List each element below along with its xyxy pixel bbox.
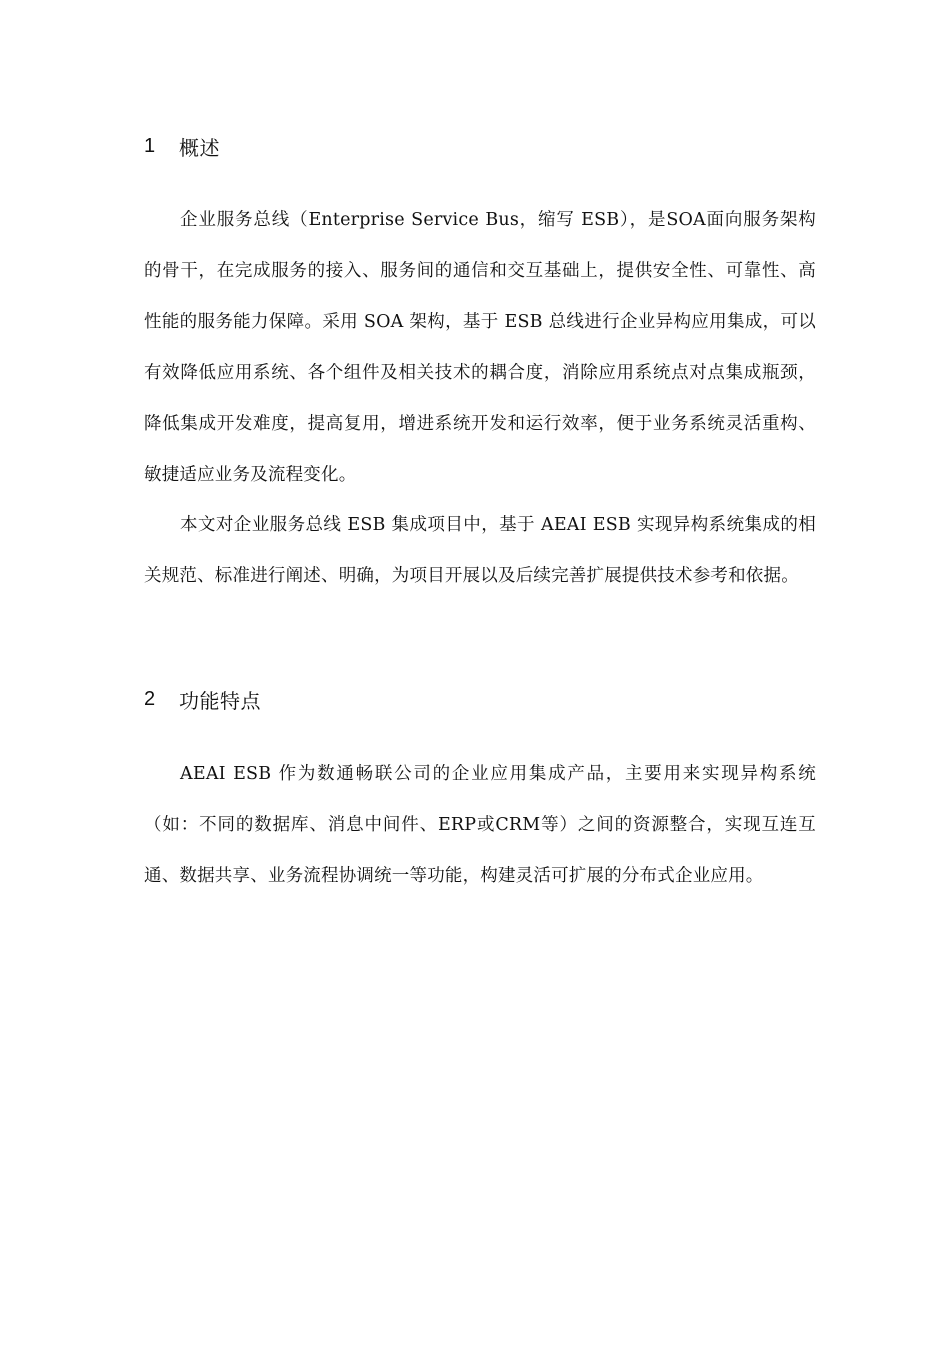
paragraph-document-purpose: 本文对企业服务总线 ESB 集成项目中，基于 AEAI ESB 实现异构系统集成的相关规范、标准进行阐述、明确，为项目开展以及后续完善扩展提供技术参考和依据。 bbox=[144, 515, 816, 586]
heading-title: 概述 bbox=[179, 135, 220, 160]
heading-number: 1 bbox=[144, 134, 156, 157]
section-heading-features bbox=[144, 684, 816, 714]
heading bbox=[144, 684, 816, 714]
section-heading-overview bbox=[144, 131, 816, 161]
heading-number: 2 bbox=[144, 687, 156, 710]
heading bbox=[144, 131, 816, 161]
paragraph-aeai-esb-features: AEAI ESB 作为数通畅联公司的企业应用集成产品，主要用来实现异构系统（如：不同的数据库、消息中间件、ERP或CRM等）之间的资源整合，实现互连互通、数据共享、业务流程协调统一等功能，构建灵活可扩展的分布式企业应用。 bbox=[144, 764, 816, 886]
heading-title: 功能特点 bbox=[179, 688, 261, 713]
paragraph-esb-intro: 企业服务总线（Enterprise Service Bus，缩写 ESB），是SOA面向服务架构的骨干，在完成服务的接入、服务间的通信和交互基础上，提供安全性、可靠性、高性能的服务能力保障。采用 SOA 架构，基于 ESB 总线进行企业异构应用集成，可以有效降低应用系统、各个组件及相关技术的耦合度，消除应用系统点对点集成瓶颈，降低集成开发难度，提高复用，增进系统开发和运行效率，便于业务系统灵活重构、敏捷适应业务及流程变化。 bbox=[144, 210, 816, 485]
